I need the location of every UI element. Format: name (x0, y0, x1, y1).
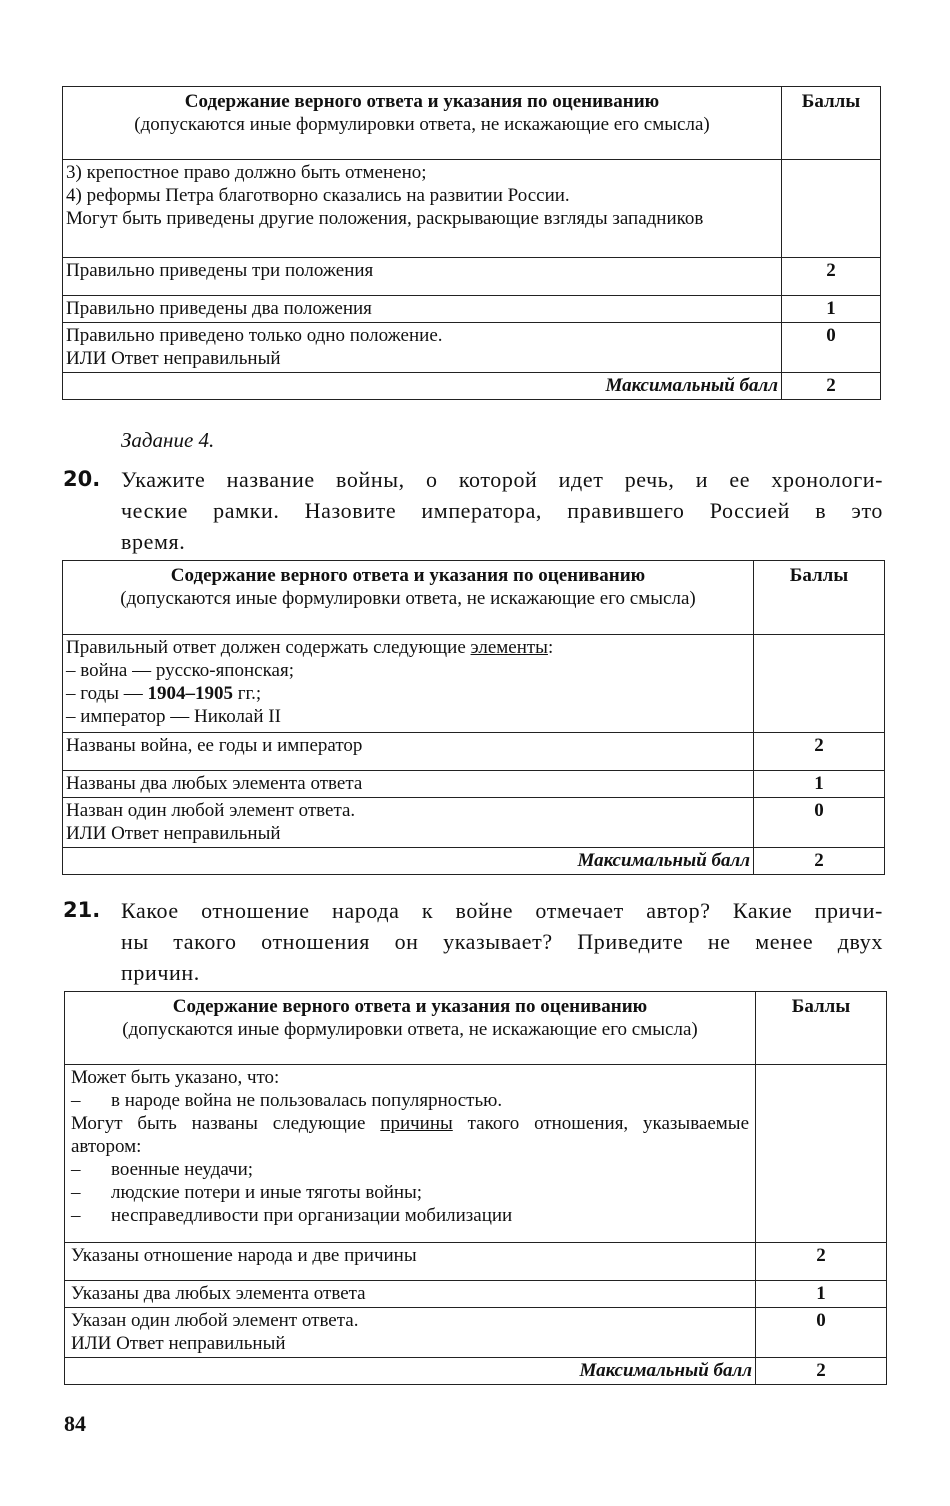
answer-content-cell (65, 1065, 756, 1243)
max-score-label: Максимальный балл (65, 1358, 756, 1385)
criterion-line: Указан один любой элемент ответа. (71, 1310, 359, 1331)
list-item: – император — Николай II (66, 706, 281, 727)
table-header-points: Баллы (754, 561, 885, 635)
underlined-term: элементы (470, 637, 548, 658)
table-row (63, 296, 881, 323)
question-line: ны такого отношения он указывает? Приведите не менее двух (121, 929, 883, 954)
list-item: – людские потери и иные тяготы войны; (71, 1182, 423, 1203)
content-line: 3) крепостное право должно быть отменено; (66, 162, 427, 183)
list-item: – военные неудачи; (71, 1159, 254, 1180)
underlined-term: причины (380, 1113, 453, 1134)
table-row (63, 258, 881, 296)
empty-points-cell (782, 160, 881, 258)
criterion-label: Указаны отношение народа и две причины (65, 1243, 756, 1281)
max-score-row (63, 373, 881, 400)
header-sub: (допускаются иные формулировки ответа, не искажающие его смысла) (120, 588, 696, 609)
task-heading: Задание 4. (121, 428, 215, 452)
criterion-points: 1 (754, 771, 885, 798)
max-score-value: 2 (754, 848, 885, 875)
header-main: Содержание верного ответа и указания по оцениванию (184, 91, 660, 112)
question-line: ческие рамки. Назовите императора, правившего Россией в это (121, 498, 883, 523)
criterion-label: Указаны два любых элемента ответа (65, 1281, 756, 1308)
criterion-points: 0 (754, 798, 885, 848)
criterion-label: Правильно приведены два положения (63, 296, 782, 323)
criterion-label (63, 798, 754, 848)
criterion-label (65, 1308, 756, 1358)
max-score-label: Максимальный балл (63, 848, 754, 875)
criterion-line: ИЛИ Ответ неправильный (66, 823, 281, 844)
content-line: 4) реформы Петра благотворно сказались на развитии России. (66, 185, 570, 206)
question-line: Укажите название войны, о которой идет речь, и ее хронологи- (121, 467, 883, 492)
header-main: Содержание верного ответа и указания по оцениванию (170, 565, 646, 586)
content-line: Могут быть приведены другие положения, раскрывающие взгляды западников (66, 208, 704, 229)
list-item: – война — русско-японская; (66, 660, 294, 681)
max-score-value: 2 (756, 1358, 887, 1385)
table-row (65, 1243, 887, 1281)
empty-points-cell (754, 635, 885, 733)
question-line: Какое отношение народа к войне отмечает автор? Какие причи- (121, 898, 883, 923)
criterion-points: 2 (754, 733, 885, 771)
table-header-content (63, 87, 782, 160)
table-row (63, 323, 881, 373)
max-score-row (65, 1358, 887, 1385)
criterion-line: ИЛИ Ответ неправильный (66, 348, 281, 369)
max-score-label: Максимальный балл (63, 373, 782, 400)
list-item: – годы — 1904–1905 гг.; (66, 683, 262, 704)
table-row (63, 771, 885, 798)
question-number: 20. (63, 467, 101, 491)
criterion-points: 2 (782, 258, 881, 296)
table-row (65, 1308, 887, 1358)
empty-points-cell (756, 1065, 887, 1243)
causes-intro: Могут быть названы следующие причины такого отношения, указываемые автором: (71, 1113, 749, 1157)
criterion-label: Названы война, ее годы и император (63, 733, 754, 771)
criterion-line: Назван один любой элемент ответа. (66, 800, 356, 821)
criterion-label (63, 323, 782, 373)
criterion-points: 0 (756, 1308, 887, 1358)
table-row (65, 1281, 887, 1308)
page-number: 84 (64, 1411, 86, 1436)
criterion-points: 1 (756, 1281, 887, 1308)
criterion-label: Названы два любых элемента ответа (63, 771, 754, 798)
scoring-table-20 (62, 560, 885, 875)
list-item: – в народе война не пользовалась популярностью. (71, 1090, 503, 1111)
question-21 (63, 895, 883, 988)
max-score-row (63, 848, 885, 875)
criterion-label: Правильно приведены три положения (63, 258, 782, 296)
scoring-table-top (62, 86, 881, 400)
criterion-line: ИЛИ Ответ неправильный (71, 1333, 286, 1354)
table-header-points: Баллы (782, 87, 881, 160)
question-line: время. (121, 529, 186, 554)
table-header-content (65, 992, 756, 1065)
answer-content-cell (63, 635, 754, 733)
criterion-points: 2 (756, 1243, 887, 1281)
list-item: – несправедливости при организации мобилизации (71, 1205, 513, 1226)
header-sub: (допускаются иные формулировки ответа, не искажающие его смысла) (122, 1019, 698, 1040)
max-score-value: 2 (782, 373, 881, 400)
table-header-content (63, 561, 754, 635)
answer-content-cell (63, 160, 782, 258)
content-intro: Правильный ответ должен содержать следующие элементы: (66, 637, 554, 658)
content-intro: Может быть указано, что: (71, 1067, 280, 1088)
scoring-table-21 (64, 991, 887, 1385)
header-sub: (допускаются иные формулировки ответа, не искажающие его смысла) (134, 114, 710, 135)
question-20 (63, 464, 883, 557)
criterion-points: 1 (782, 296, 881, 323)
table-header-points: Баллы (756, 992, 887, 1065)
header-main: Содержание верного ответа и указания по оцениванию (172, 996, 648, 1017)
criterion-points: 0 (782, 323, 881, 373)
question-number: 21. (63, 898, 101, 922)
table-row (63, 733, 885, 771)
question-line: причин. (121, 960, 200, 985)
table-row (63, 798, 885, 848)
criterion-line: Правильно приведено только одно положение. (66, 325, 443, 346)
